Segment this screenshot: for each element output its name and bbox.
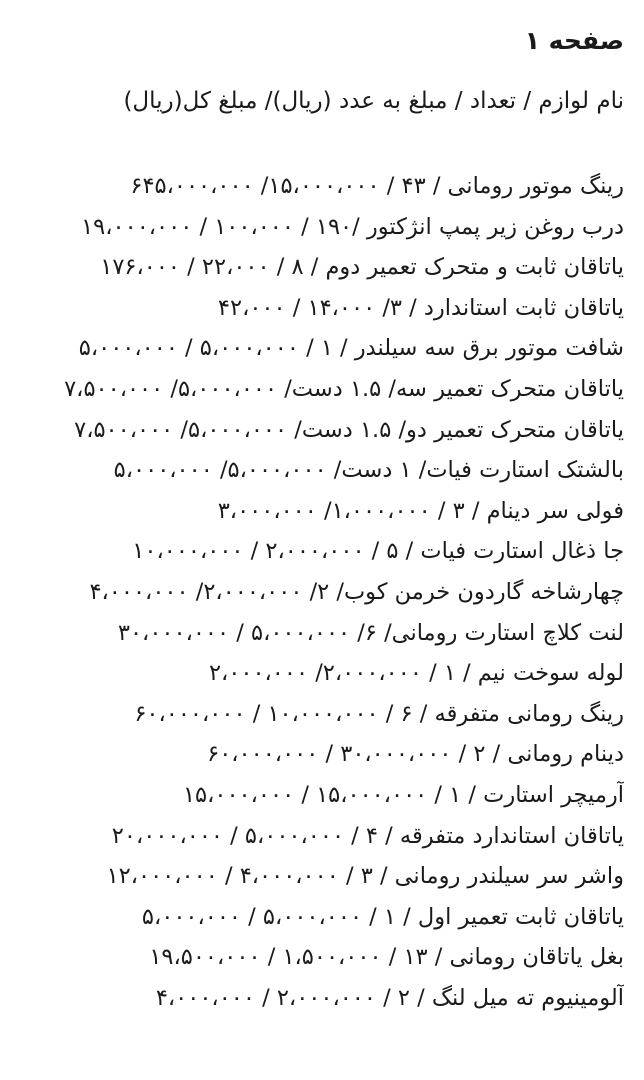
list-item: یاتاقان متحرک تعمیر سه/ ۱.۵ دست/ ۵،۰۰۰،۰۰۰/ ۷،۵۰۰،۰۰۰ xyxy=(64,375,624,402)
list-item: رینگ موتور رومانی / ۴۳ / ۱۵،۰۰۰،۰۰۰/ ۶۴۵،۰۰۰،۰۰۰ xyxy=(130,173,624,199)
list-item: یاتاقان ثابت تعمیر اول / ۱ / ۵،۰۰۰،۰۰۰ / ۵،۰۰۰،۰۰۰ xyxy=(141,903,624,930)
list-item: یاتاقان استاندارد متفرقه / ۴ / ۵،۰۰۰،۰۰۰ / ۲۰،۰۰۰،۰۰۰ xyxy=(111,822,624,849)
list-item: آلومینیوم ته میل لنگ / ۲ / ۲،۰۰۰،۰۰۰ / ۴،۰۰۰،۰۰۰ xyxy=(155,984,624,1011)
list-item: جا ذغال استارت فیات / ۵ / ۲،۰۰۰،۰۰۰ / ۱۰،۰۰۰،۰۰۰ xyxy=(132,538,624,565)
list-item: رینگ رومانی متفرقه / ۶ / ۱۰،۰۰۰،۰۰۰ / ۶۰،۰۰۰،۰۰۰ xyxy=(134,700,624,727)
list-item: بالشتک استارت فیات/ ۱ دست/ ۵،۰۰۰،۰۰۰/ ۵،۰۰۰،۰۰۰ xyxy=(113,457,624,484)
item-list xyxy=(14,166,624,1018)
list-item: یاتاقان ثابت و متحرک تعمیر دوم / ۸ / ۲۲،۰۰۰ / ۱۷۶،۰۰۰ xyxy=(100,254,624,281)
list-item: لنت کلاچ استارت رومانی/ ۶/ ۵،۰۰۰،۰۰۰ / ۳۰،۰۰۰،۰۰۰ xyxy=(117,619,624,646)
list-item: بغل یاتاقان رومانی / ۱۳ / ۱،۵۰۰،۰۰۰ / ۱۹،۵۰۰،۰۰۰ xyxy=(149,944,624,971)
list-item: آرمیچر استارت / ۱ / ۱۵،۰۰۰،۰۰۰ / ۱۵،۰۰۰،۰۰۰ xyxy=(182,781,624,808)
list-item: یاتاقان متحرک تعمیر دو/ ۱.۵ دست/ ۵،۰۰۰،۰۰۰/ ۷،۵۰۰،۰۰۰ xyxy=(74,416,624,443)
list-item: واشر سر سیلندر رومانی / ۳ / ۴،۰۰۰،۰۰۰ / ۱۲،۰۰۰،۰۰۰ xyxy=(106,863,624,890)
page-title: صفحه ۱ xyxy=(524,26,624,55)
list-item: شافت موتور برق سه سیلندر / ۱ / ۵،۰۰۰،۰۰۰ / ۵،۰۰۰،۰۰۰ xyxy=(78,335,624,362)
list-item: فولی سر دینام / ۳ / ۱،۰۰۰،۰۰۰/ ۳،۰۰۰،۰۰۰ xyxy=(217,497,624,524)
list-item: دینام رومانی / ۲ / ۳۰،۰۰۰،۰۰۰ / ۶۰،۰۰۰،۰۰۰ xyxy=(207,741,624,768)
list-item: لوله سوخت نیم / ۱ / ۲،۰۰۰،۰۰۰/ ۲،۰۰۰،۰۰۰ xyxy=(208,660,624,687)
list-item: یاتاقان ثابت استاندارد / ۳/ ۱۴،۰۰۰ / ۴۲،۰۰۰ xyxy=(217,294,624,321)
column-header-line: نام لوازم / تعداد / مبلغ به عدد (ریال)/ مبلغ کل(ریال) xyxy=(123,88,624,114)
list-item: درب روغن زیر پمپ انژکتور /۱۹۰ / ۱۰۰،۰۰۰ / ۱۹،۰۰۰،۰۰۰ xyxy=(81,213,624,240)
list-item: چهارشاخه گاردون خرمن کوب/ ۲/ ۲،۰۰۰،۰۰۰/ ۴،۰۰۰،۰۰۰ xyxy=(89,578,624,605)
